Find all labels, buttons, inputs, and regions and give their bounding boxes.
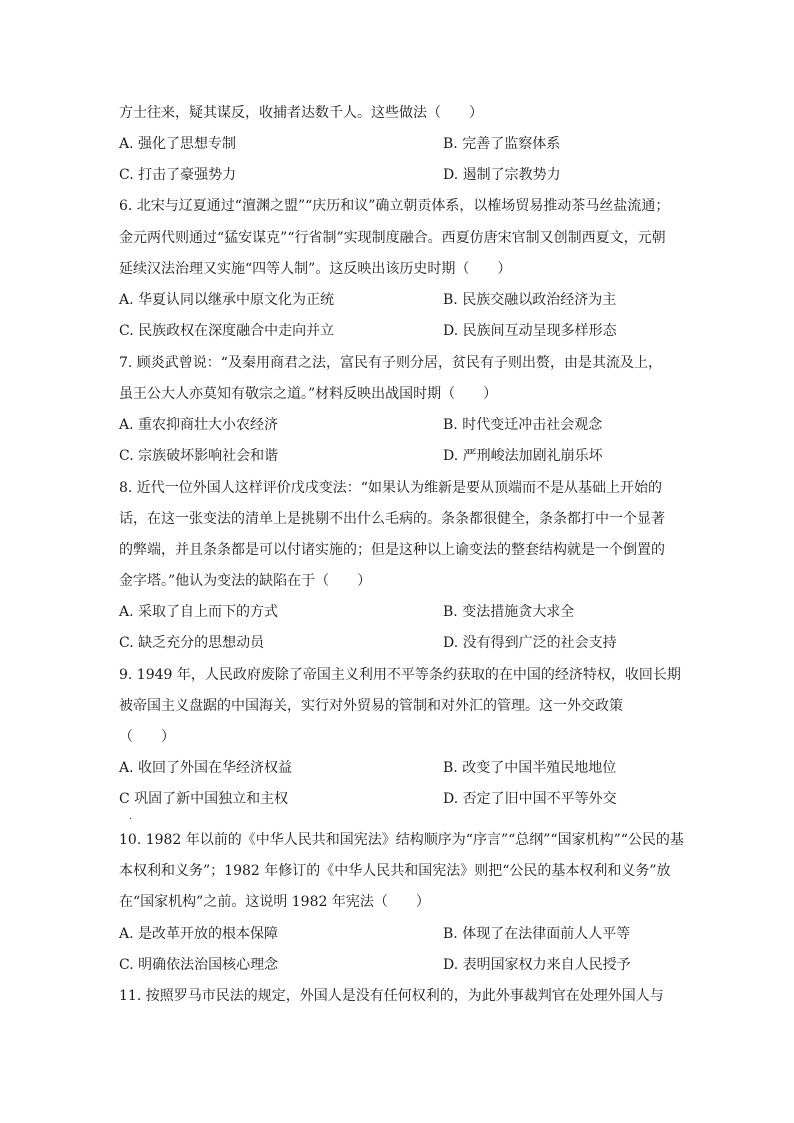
question-10-line-3: 在“国家机构”之前。这说明 1982 年宪法（ ） xyxy=(119,894,430,910)
q10-option-c: C. 明确依法治国核心理念 xyxy=(119,957,279,973)
question-6-line-1: 6. 北宋与辽夏通过“澶渊之盟”“庆历和议”确立朝贡体系，以榷场贸易推动茶马丝盐流通； xyxy=(119,198,670,214)
q8-option-a: A. 采取了自上而下的方式 xyxy=(119,604,279,620)
question-10-line-2: 本权利和义务”；1982 年修订的《中华人民共和国宪法》则把“公民的基本权利和义务”放 xyxy=(119,863,671,879)
q5-option-c: C. 打击了豪强势力 xyxy=(119,167,237,183)
q6-option-c: C. 民族政权在深度融合中走向并立 xyxy=(119,323,335,339)
question-8-line-4: 金字塔。”他认为变法的缺陷在于（ ） xyxy=(119,573,372,589)
q9-option-c: C 巩固了新中国独立和主权 xyxy=(119,791,289,807)
q6-option-d: D. 民族间互动呈现多样形态 xyxy=(443,323,617,339)
q10-option-b: B. 体现了在法律面前人人平等 xyxy=(443,926,631,942)
question-9-line-3: （ ） xyxy=(119,729,175,745)
q8-option-c: C. 缺乏充分的思想动员 xyxy=(119,635,265,651)
question-8-line-3: 的弊端，并且条条都是可以付诸实施的；但是这种以上谕变法的整套结构就是一个倒置的 xyxy=(119,542,665,558)
q8-option-b: B. 变法措施贪大求全 xyxy=(443,604,575,620)
q5-option-a: A. 强化了思想专制 xyxy=(119,136,237,152)
q7-option-d: D. 严刑峻法加剧礼崩乐坏 xyxy=(443,448,603,464)
question-7-line-2: 虽王公大人亦莫知有敬宗之道。”材料反映出战国时期（ ） xyxy=(119,386,498,402)
q6-option-a: A. 华夏认同以继承中原文化为正统 xyxy=(119,292,335,308)
question-11-line-1: 11. 按照罗马市民法的规定，外国人是没有任何权利的，为此外事裁判官在处理外国人与 xyxy=(119,988,664,1004)
question-6-line-3: 延续汉法治理又实施“四等人制”。这反映出该历史时期（ ） xyxy=(119,261,512,277)
question-9-line-1: 9. 1949 年，人民政府废除了帝国主义利用不平等条约获取的在中国的经济特权，收回长期 xyxy=(119,667,681,683)
question-9-line-2: 被帝国主义盘踞的中国海关，实行对外贸易的管制和对外汇的管理。这一外交政策 xyxy=(119,698,623,714)
question-6-line-2: 金元两代则通过“猛安谋克”“行省制”实现制度融合。西夏仿唐宋官制又创制西夏文，元朝 xyxy=(119,230,666,246)
q10-option-d: D. 表明国家权力来自人民授予 xyxy=(443,957,631,973)
question-5-text: 方士往来，疑其谋反，收捕者达数千人。这些做法（ ） xyxy=(119,105,483,121)
q9-option-a: A. 收回了外国在华经济权益 xyxy=(119,760,293,776)
q5-option-d: D. 遏制了宗教势力 xyxy=(443,167,561,183)
q5-option-b: B. 完善了监察体系 xyxy=(443,136,561,152)
stray-dot-mark: · xyxy=(129,814,133,825)
q7-option-b: B. 时代变迁冲击社会观念 xyxy=(443,417,603,433)
question-8-line-1: 8. 近代一位外国人这样评价戊戌变法：“如果认为维新是要从顶端而不是从基础上开始的 xyxy=(119,480,662,496)
q9-option-d: D. 否定了旧中国不平等外交 xyxy=(443,791,617,807)
question-10-line-1: 10. 1982 年以前的《中华人民共和国宪法》结构顺序为“序言”“总纲”“国家机构”“公民的基 xyxy=(119,832,684,848)
question-8-line-2: 话，在这一张变法的清单上是挑剔不出什么毛病的。条条都很健全，条条都打中一个显著 xyxy=(119,511,665,527)
q7-option-c: C. 宗族破坏影响社会和谐 xyxy=(119,448,279,464)
q9-option-b: B. 改变了中国半殖民地地位 xyxy=(443,760,617,776)
question-7-line-1: 7. 顾炎武曾说：“及秦用商君之法，富民有子则分居，贫民有子则出赘，由是其流及上， xyxy=(119,355,662,371)
q6-option-b: B. 民族交融以政治经济为主 xyxy=(443,292,617,308)
q10-option-a: A. 是改革开放的根本保障 xyxy=(119,926,279,942)
q8-option-d: D. 没有得到广泛的社会支持 xyxy=(443,635,617,651)
q7-option-a: A. 重农抑商壮大小农经济 xyxy=(119,417,279,433)
